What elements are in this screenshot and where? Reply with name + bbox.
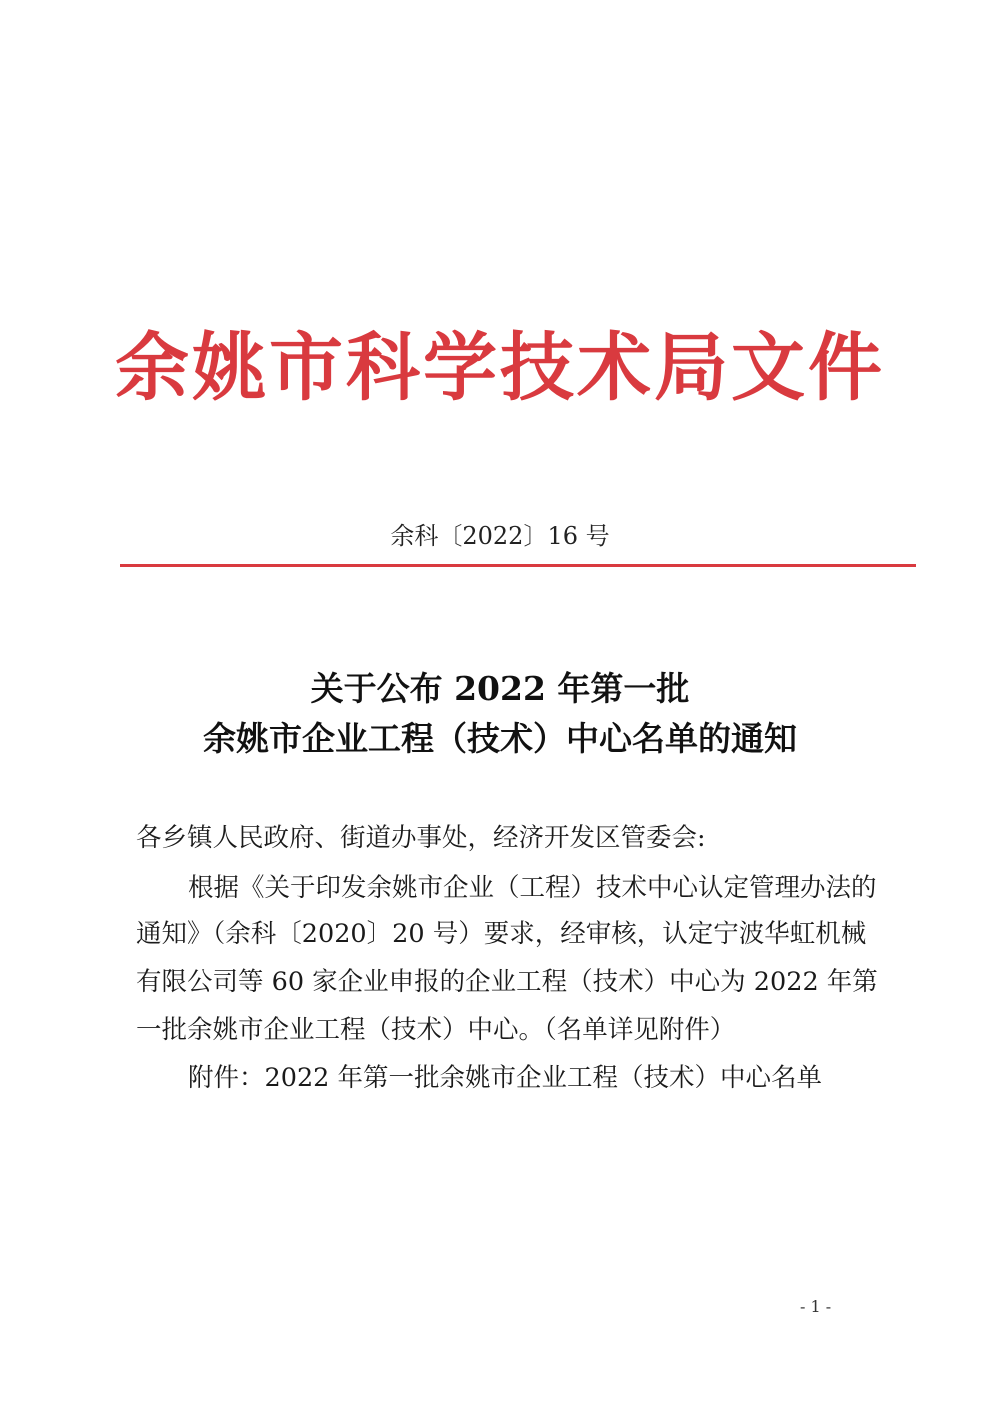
- red-divider-line: [120, 564, 916, 567]
- masthead-title: 余姚市科学技术局文件: [115, 325, 885, 411]
- body-line-1: 根据《关于印发余姚市企业（工程）技术中心认定管理办法的: [188, 873, 877, 903]
- body-line-2: 通知》（余科〔2020〕20 号）要求，经审核，认定宁波华虹机械: [136, 919, 867, 949]
- page-number: - 1 -: [800, 1297, 832, 1316]
- body-line-4: 一批余姚市企业工程（技术）中心。（名单详见附件）: [136, 1015, 736, 1045]
- notice-title-line-2: 余姚市企业工程（技术）中心名单的通知: [203, 719, 797, 758]
- document-number: 余科〔2022〕16 号: [390, 522, 610, 550]
- body-line-3: 有限公司等 60 家企业申报的企业工程（技术）中心为 2022 年第: [136, 967, 878, 997]
- attachment-line: 附件：2022 年第一批余姚市企业工程（技术）中心名单: [188, 1063, 823, 1093]
- salutation: 各乡镇人民政府、街道办事处，经济开发区管委会:: [136, 823, 706, 853]
- notice-title-line-1: 关于公布 2022 年第一批: [310, 669, 690, 708]
